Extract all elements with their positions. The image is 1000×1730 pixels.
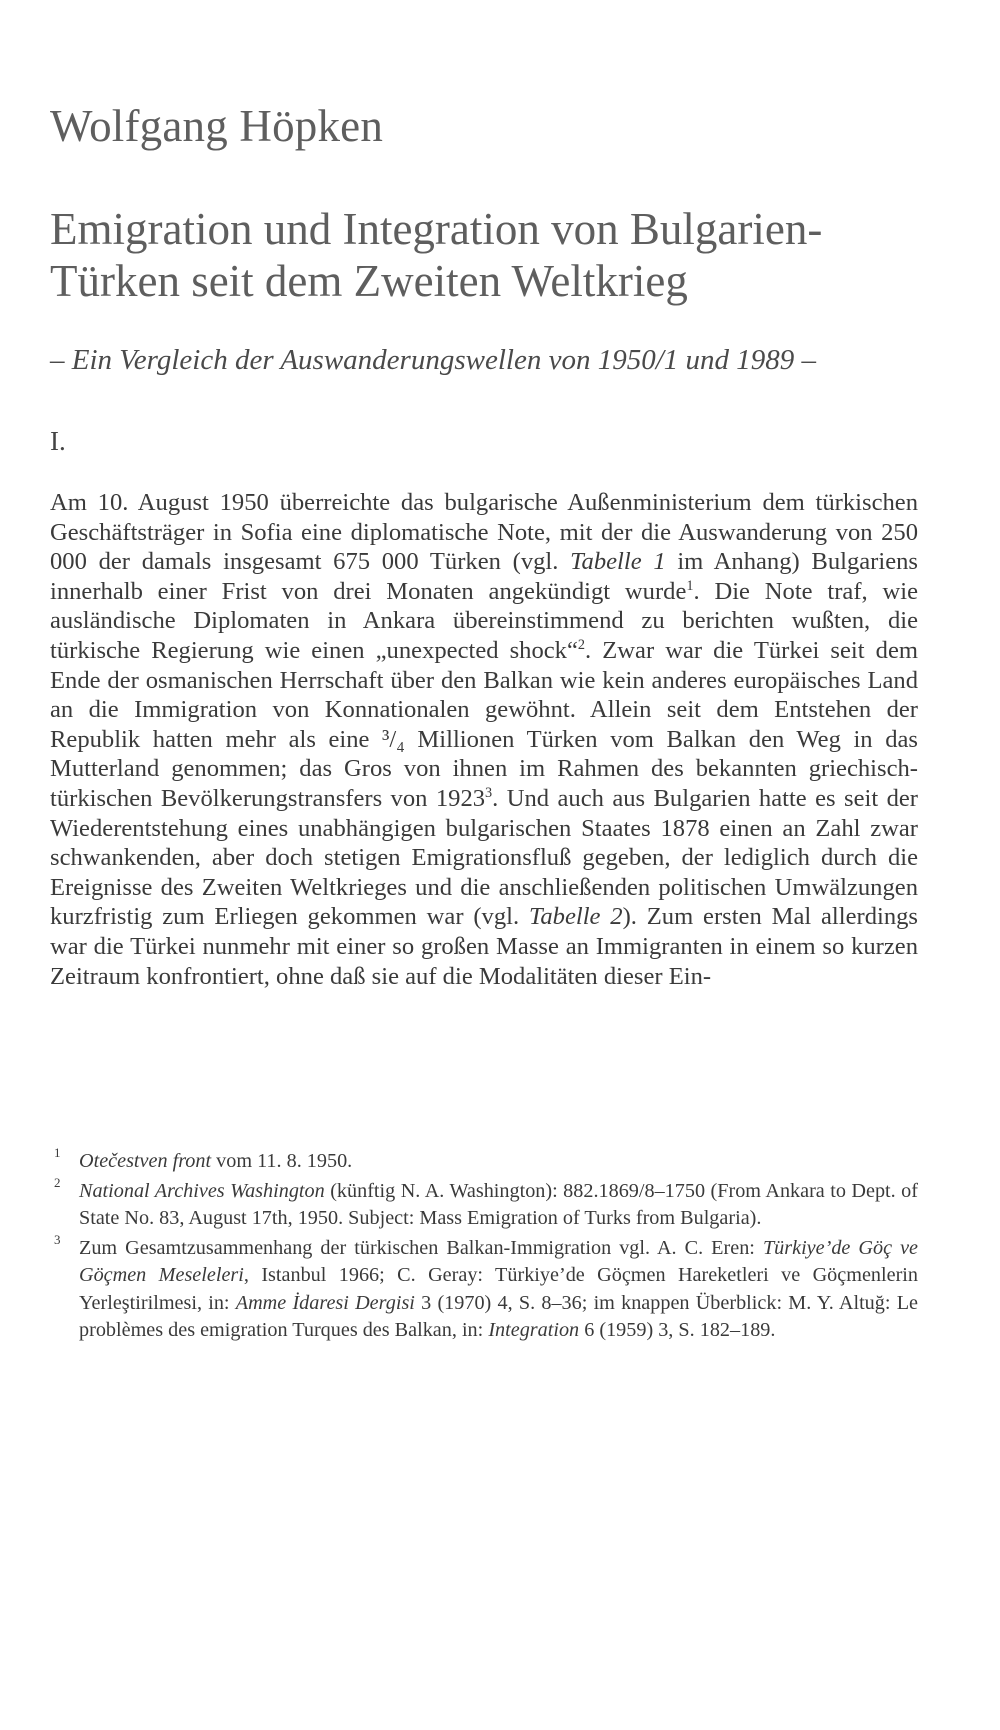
footnote [50, 1174, 918, 1233]
footnote-text: (künftig N. A. Washington): 882.1869/8–1750 (From Ankara to Dept. of State No. 83, August 17th, 1950. Subject: Mass Emigration of Turks from Bulgaria). [79, 1179, 918, 1229]
body-text-run: . Und auch aus Bulgarien hatte es seit der Wiederentstehung eines unabhängigen bulgarischen Staates 1878 einen an Zahl zwar schwankenden, aber doch stetigen Emigrationsfluß gegeben, der lediglich durch die Ereignisse des Zweiten Weltkrieges und die anschließenden politischen Umwälzungen kurzfristig zum Erliegen gekommen war (vgl. [50, 784, 918, 931]
cited-title: Integration [488, 1319, 580, 1341]
author-name: Wolfgang Höpken [50, 101, 384, 151]
table-reference: Tabelle 1 [570, 548, 666, 576]
body-text-run: . Zwar war die Türkei seit dem Ende der osmanischen Herrschaft über den Balkan wie kein anderes europäisches Land an die Immigration von Konnationalen gewöhnt. Allein seit dem Entstehen der Republik hatten mehr als eine ³/₄ Millionen Türken vom Balkan den Weg in das Mutterland genommen; das Gros von ihnen im Rahmen des bekannten griechisch-türkischen Bevölkerungstransfers von 1923 [50, 636, 919, 812]
footnote-text: , Istanbul 1966; C. Geray: Türkiye’de Göçmen Hareketleri ve Göçmenlerin Yerleştirilmesi, in: [79, 1264, 918, 1314]
cited-title: Amme İdaresi Dergisi [235, 1291, 415, 1314]
body-text-run: Am 10. August 1950 überreichte das bulgarische Außenministerium dem türkischen Geschäftsträger in Sofia eine diplomatische Note, mit der die Auswanderung von 250 000 der damals insgesamt 675 000 Türken (vgl. [50, 489, 918, 576]
footnote [50, 1231, 918, 1345]
footnote-marker: 2 [577, 636, 586, 653]
body-text-run: . Die Note traf, wie ausländische Diplomaten in Ankara übereinstimmend zu berichten wußten, die türkische Regierung wie einen „unexpected shock“ [50, 577, 918, 664]
body-text-run: ). Zum ersten Mal allerdings war die Türkei nunmehr mit einer so großen Masse an Immigranten in einem so kurzen Zeitraum konfrontiert, ohne daß sie auf die Modalitäten dieser Ein- [50, 903, 918, 990]
cited-title: Türkiye’de Göç ve Göçmen Meseleleri [79, 1236, 918, 1286]
footnote-source: National Archives Washington [79, 1179, 325, 1202]
footnote-text: vom 11. 8. 1950. [211, 1150, 353, 1172]
footnote-text: 6 (1959) 3, S. 182–189. [579, 1319, 776, 1341]
footnote-marker: 1 [686, 577, 694, 594]
footnote-text: Zum Gesamtzusammenhang der türkischen Balkan-Immigration vgl. A. C. Eren: [79, 1236, 763, 1259]
article-title: Emigration und Integration von Bulgarien-Türken seit dem Zweiten Weltkrieg [50, 204, 823, 306]
body-paragraph [50, 488, 918, 991]
footnote [50, 1145, 918, 1176]
body-text-run: im Anhang) Bulgariens innerhalb einer Frist von drei Monaten angekündigt wurde [50, 548, 918, 605]
footnote-number: 1 [54, 1145, 61, 1160]
footnotes [50, 1145, 918, 1347]
footnote-text: 3 (1970) 4, S. 8–36; im knappen Überblick: M. Y. Altuğ: Le problèmes des emigration Turques des Balkan, in: [79, 1291, 918, 1341]
footnote-number: 3 [54, 1231, 61, 1247]
footnote-number: 2 [54, 1174, 61, 1190]
table-reference: Tabelle 2 [528, 903, 623, 931]
footnote-source: Otečestven front [79, 1150, 212, 1172]
section-heading: I. [50, 426, 66, 456]
footnote-marker: 3 [485, 784, 493, 801]
article-subtitle: – Ein Vergleich der Auswanderungswellen von 1950/1 und 1989 – [50, 344, 817, 376]
